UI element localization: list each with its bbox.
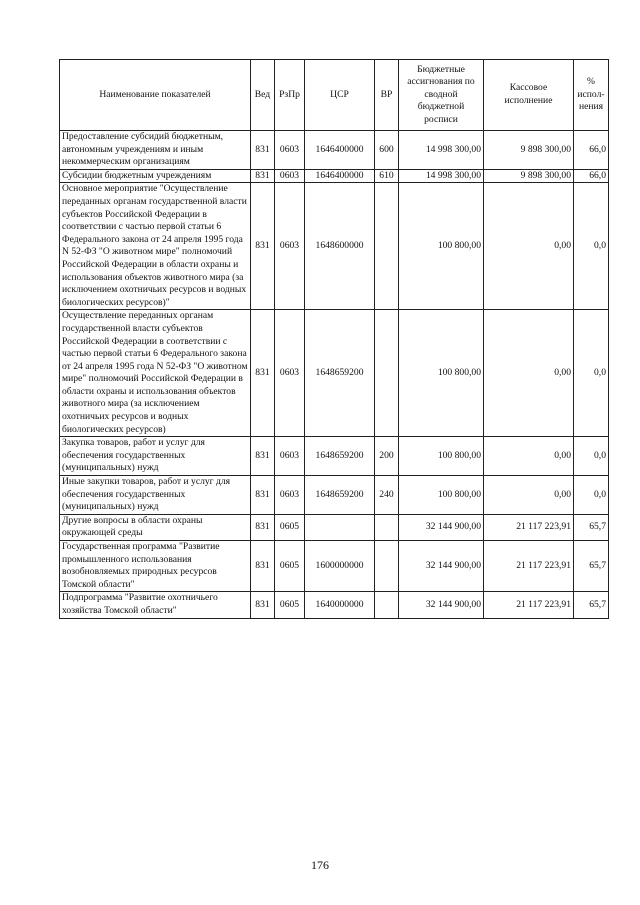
cell-vr — [375, 541, 399, 592]
table-row — [60, 131, 609, 170]
table-row — [60, 541, 609, 592]
cell-percent: 66,0 — [574, 169, 609, 183]
cell-ved: 831 — [251, 541, 275, 592]
cell-rzpr: 0603 — [275, 183, 305, 310]
cell-csr: 1648659200 — [305, 476, 375, 515]
cell-budget: 100 800,00 — [399, 310, 484, 437]
header-cash: Кассовое исполнение — [484, 60, 574, 131]
cell-ved: 831 — [251, 476, 275, 515]
cell-csr — [305, 514, 375, 540]
table-row — [60, 310, 609, 437]
cell-cash: 9 898 300,00 — [484, 131, 574, 170]
cell-percent: 0,0 — [574, 310, 609, 437]
header-rzpr: РзПр — [275, 60, 305, 131]
cell-cash: 0,00 — [484, 476, 574, 515]
cell-percent: 65,7 — [574, 541, 609, 592]
cell-rzpr: 0603 — [275, 437, 305, 476]
table-row — [60, 169, 609, 183]
cell-csr: 1648600000 — [305, 183, 375, 310]
cell-name: Субсидии бюджетным учреждениям — [60, 169, 251, 183]
budget-execution-table — [59, 59, 609, 619]
cell-vr — [375, 183, 399, 310]
cell-ved: 831 — [251, 592, 275, 618]
cell-name: Осуществление переданных органам государственной власти субъектов Российской Федерации в соответствии с частью первой статьи 6 Федерального закона от 24 апреля 1995 года N 52-ФЗ "О животном мире" полномочий Российской Федерации в области охраны и использования объектов животного мира (за исключением охотничьих ресурсов и водных биологических ресурсов) — [60, 310, 251, 437]
cell-vr — [375, 310, 399, 437]
cell-rzpr: 0603 — [275, 310, 305, 437]
header-vr: ВР — [375, 60, 399, 131]
header-csr: ЦСР — [305, 60, 375, 131]
cell-vr: 600 — [375, 131, 399, 170]
cell-rzpr: 0605 — [275, 514, 305, 540]
cell-csr: 1640000000 — [305, 592, 375, 618]
cell-name: Иные закупки товаров, работ и услуг для обеспечения государственных (муниципальных) нужд — [60, 476, 251, 515]
cell-percent: 66,0 — [574, 131, 609, 170]
table-body — [60, 131, 609, 619]
table-row — [60, 183, 609, 310]
cell-budget: 100 800,00 — [399, 183, 484, 310]
header-name: Наименование показателей — [60, 60, 251, 131]
cell-csr: 1648659200 — [305, 310, 375, 437]
cell-cash: 21 117 223,91 — [484, 541, 574, 592]
cell-cash: 0,00 — [484, 310, 574, 437]
cell-budget: 32 144 900,00 — [399, 541, 484, 592]
table-row — [60, 514, 609, 540]
cell-vr: 240 — [375, 476, 399, 515]
cell-ved: 831 — [251, 169, 275, 183]
cell-name: Закупка товаров, работ и услуг для обеспечения государственных (муниципальных) нужд — [60, 437, 251, 476]
cell-cash: 9 898 300,00 — [484, 169, 574, 183]
table-row — [60, 592, 609, 618]
cell-budget: 32 144 900,00 — [399, 514, 484, 540]
cell-ved: 831 — [251, 514, 275, 540]
cell-name: Другие вопросы в области охраны окружающей среды — [60, 514, 251, 540]
cell-vr: 200 — [375, 437, 399, 476]
cell-budget: 14 998 300,00 — [399, 131, 484, 170]
cell-percent: 65,7 — [574, 514, 609, 540]
header-budget: Бюджетные ассигнования по сводной бюджетной росписи — [399, 60, 484, 131]
cell-cash: 21 117 223,91 — [484, 514, 574, 540]
cell-ved: 831 — [251, 131, 275, 170]
header-ved: Вед — [251, 60, 275, 131]
cell-ved: 831 — [251, 183, 275, 310]
cell-csr: 1646400000 — [305, 131, 375, 170]
cell-csr: 1646400000 — [305, 169, 375, 183]
cell-percent: 0,0 — [574, 183, 609, 310]
cell-rzpr: 0603 — [275, 169, 305, 183]
cell-rzpr: 0603 — [275, 131, 305, 170]
cell-budget: 14 998 300,00 — [399, 169, 484, 183]
cell-percent: 65,7 — [574, 592, 609, 618]
cell-vr — [375, 592, 399, 618]
table-row — [60, 476, 609, 515]
cell-vr: 610 — [375, 169, 399, 183]
cell-name: Основное мероприятие "Осуществление переданных органам государственной власти субъектов Российской Федерации в соответствии с частью первой статьи 6 Федерального закона от 24 апреля 1995 года N 52-ФЗ "О животном мире" полномочий Российской Федерации в области охраны и использования объектов животного мира (за исключением охотничьих ресурсов и водных биологических ресурсов)" — [60, 183, 251, 310]
cell-budget: 32 144 900,00 — [399, 592, 484, 618]
cell-ved: 831 — [251, 310, 275, 437]
cell-cash: 21 117 223,91 — [484, 592, 574, 618]
cell-rzpr: 0603 — [275, 476, 305, 515]
cell-vr — [375, 514, 399, 540]
cell-csr: 1648659200 — [305, 437, 375, 476]
table-row — [60, 437, 609, 476]
cell-percent: 0,0 — [574, 476, 609, 515]
cell-budget: 100 800,00 — [399, 437, 484, 476]
cell-ved: 831 — [251, 437, 275, 476]
cell-rzpr: 0605 — [275, 541, 305, 592]
cell-name: Предоставление субсидий бюджетным, автономным учреждениям и иным некоммерческим организациям — [60, 131, 251, 170]
page-number: 176 — [311, 858, 329, 872]
cell-percent: 0,0 — [574, 437, 609, 476]
cell-budget: 100 800,00 — [399, 476, 484, 515]
header-percent: % испол-нения — [574, 60, 609, 131]
cell-cash: 0,00 — [484, 437, 574, 476]
cell-rzpr: 0605 — [275, 592, 305, 618]
table-header-row — [60, 60, 609, 131]
cell-csr: 1600000000 — [305, 541, 375, 592]
cell-name: Подпрограмма "Развитие охотничьего хозяйства Томской области" — [60, 592, 251, 618]
cell-cash: 0,00 — [484, 183, 574, 310]
cell-name: Государственная программа "Развитие промышленного использования возобновляемых природных ресурсов Томской области" — [60, 541, 251, 592]
